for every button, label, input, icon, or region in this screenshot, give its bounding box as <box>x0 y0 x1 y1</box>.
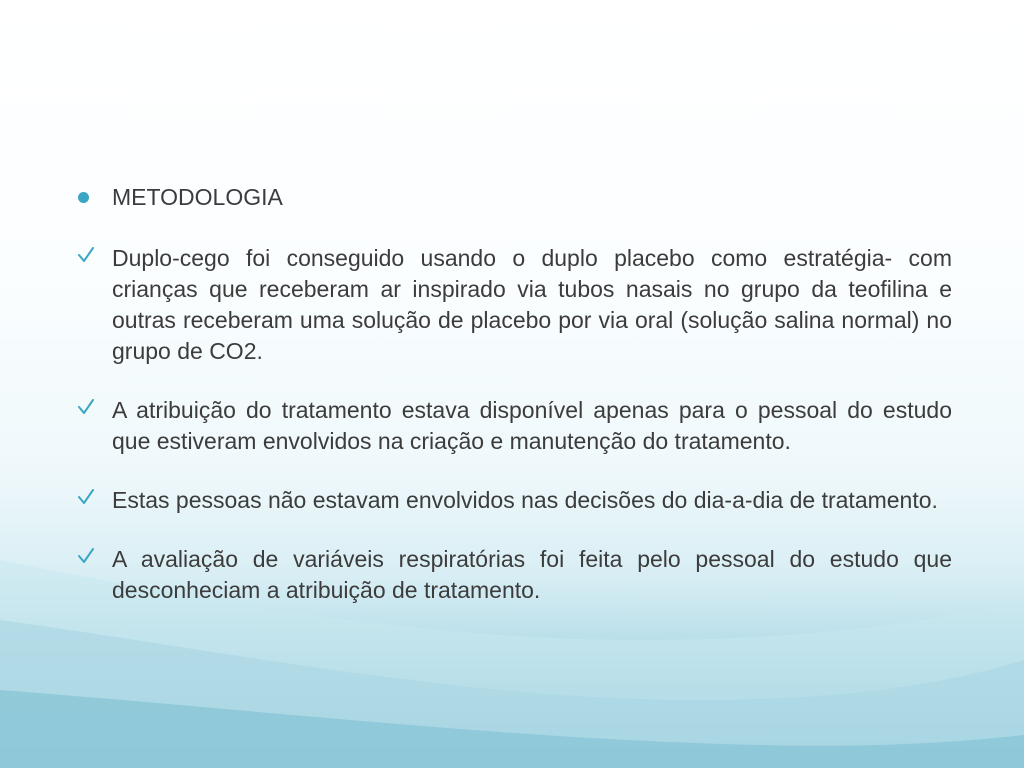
list-item-text: Estas pessoas não estavam envolvidos nas decisões do dia-a-dia de tratamento. <box>112 487 938 513</box>
list-item <box>72 395 952 457</box>
checkmark-icon <box>74 395 98 426</box>
checkmark-icon <box>74 485 98 516</box>
list-item-text: A avaliação de variáveis respiratórias foi feita pelo pessoal do estudo que desconheciam a atribuição de tratamento. <box>112 546 952 603</box>
bullet-dot-icon <box>74 182 98 213</box>
slide-content <box>72 182 952 634</box>
list-item <box>72 243 952 367</box>
list-item-text: A atribuição do tratamento estava disponível apenas para o pessoal do estudo que estiveram envolvidos na criação e manutenção do tratamento. <box>112 397 952 454</box>
list-item-text: Duplo-cego foi conseguido usando o duplo placebo como estratégia- com crianças que receberam ar inspirado via tubos nasais no grupo da teofilina e outras receberam uma solução de placebo por via oral (solução salina normal) no grupo de CO2. <box>112 245 952 364</box>
checkmark-icon <box>74 243 98 274</box>
checkmark-icon <box>74 544 98 575</box>
slide-heading: METODOLOGIA <box>112 184 283 210</box>
list-item <box>72 544 952 606</box>
list-item <box>72 485 952 516</box>
heading-item <box>72 182 952 213</box>
